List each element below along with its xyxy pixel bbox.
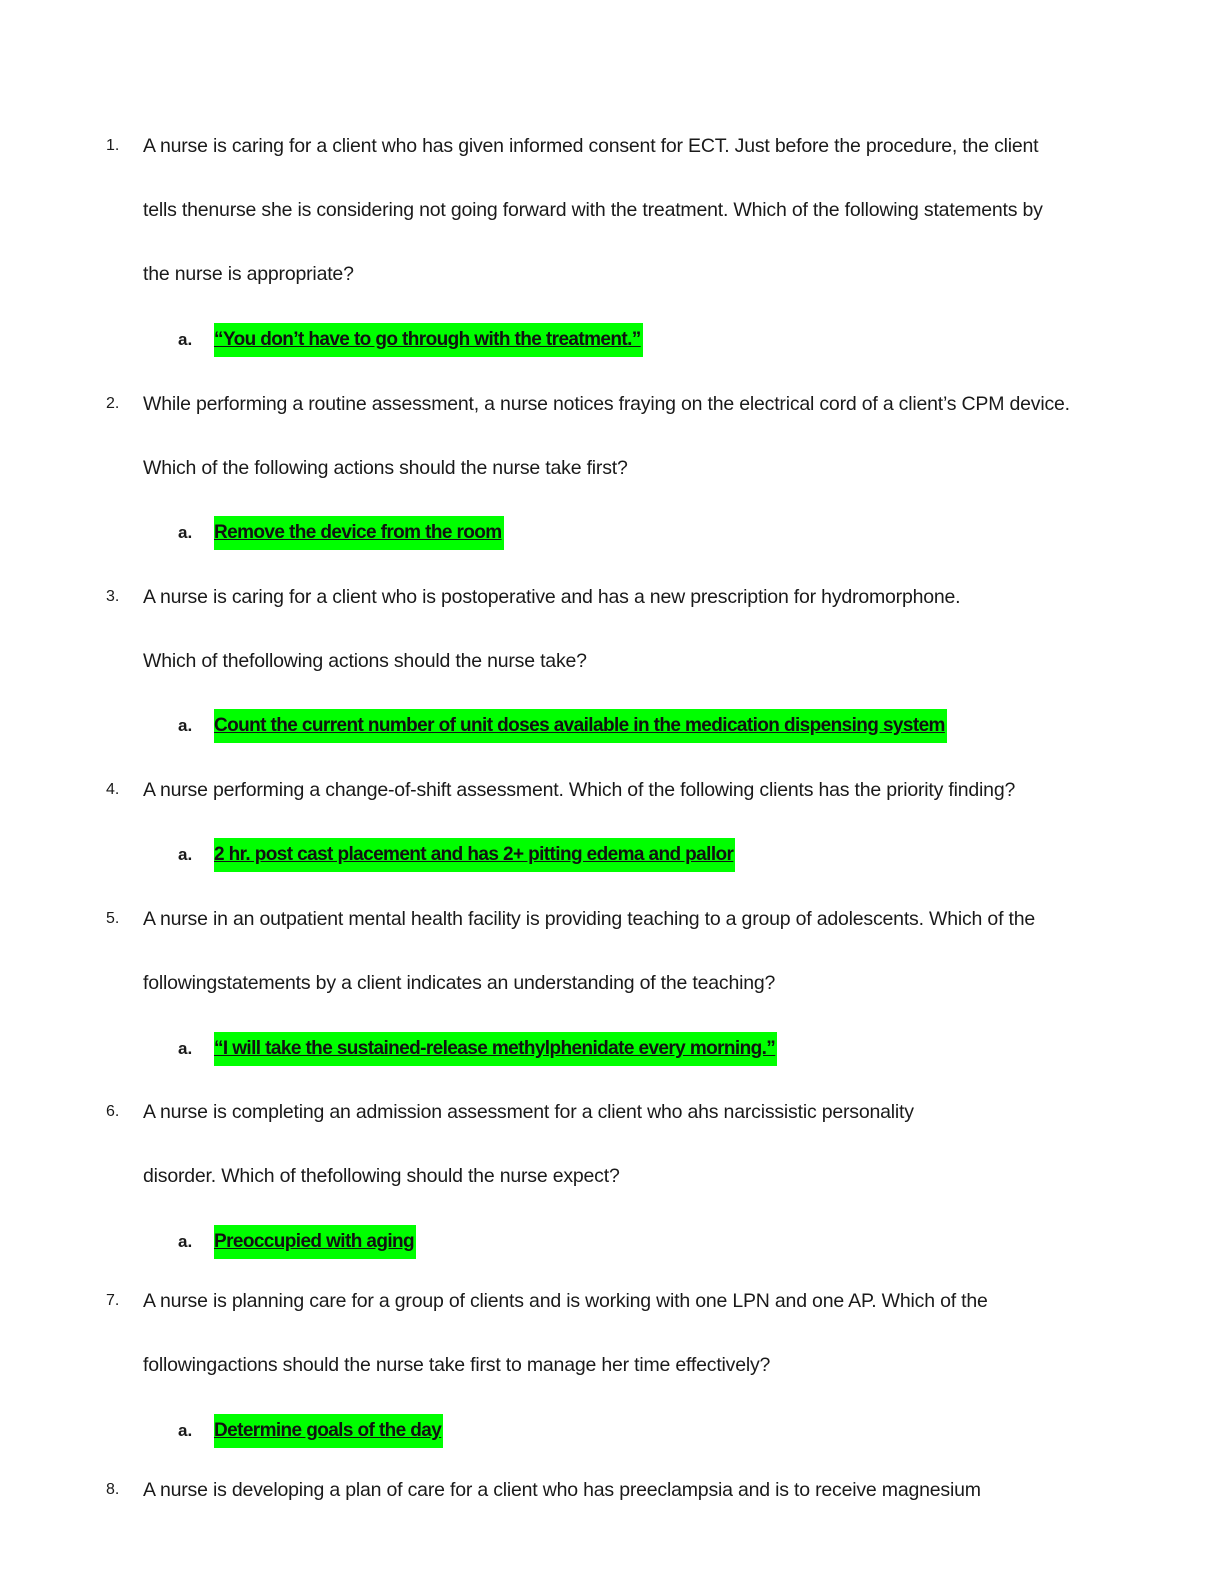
- answer-highlight: Count the current number of unit doses available in the medication dispensing system: [214, 709, 947, 743]
- question-number: 4.: [106, 781, 120, 798]
- answer-letter: a.: [178, 330, 193, 349]
- question-text-line: A nurse is planning care for a group of clients and is working with one LPN and one AP. Which of the: [143, 1290, 988, 1312]
- answer-highlight: “You don’t have to go through with the treatment.”: [214, 323, 643, 357]
- answer-highlight: Determine goals of the day: [214, 1414, 443, 1448]
- question-text-line: A nurse is caring for a client who is postoperative and has a new prescription for hydromorphone.: [143, 586, 961, 608]
- question-number: 2.: [106, 395, 120, 412]
- question-text-line: tells thenurse she is considering not going forward with the treatment. Which of the following statements by: [143, 199, 1043, 221]
- answer-letter: a.: [178, 1232, 193, 1251]
- question-text-line: A nurse is completing an admission assessment for a client who ahs narcissistic personality: [143, 1101, 914, 1123]
- answer-letter: a.: [178, 845, 193, 864]
- question-text-line: followingactions should the nurse take first to manage her time effectively?: [143, 1354, 771, 1376]
- question-number: 8.: [106, 1481, 120, 1498]
- question-number: 3.: [106, 588, 120, 605]
- question-text-line: the nurse is appropriate?: [143, 263, 354, 285]
- answer-highlight: “I will take the sustained-release methylphenidate every morning.”: [214, 1032, 777, 1066]
- question-text-line: followingstatements by a client indicates an understanding of the teaching?: [143, 972, 776, 994]
- answer-letter: a.: [178, 523, 193, 542]
- question-text-line: disorder. Which of thefollowing should the nurse expect?: [143, 1165, 620, 1187]
- question-text-line: A nurse performing a change-of-shift assessment. Which of the following clients has the priority finding?: [143, 779, 1016, 801]
- answer-letter: a.: [178, 1039, 193, 1058]
- question-number: 7.: [106, 1292, 120, 1309]
- question-text-line: While performing a routine assessment, a nurse notices fraying on the electrical cord of a client’s CPM device.: [143, 393, 1070, 415]
- question-text-line: Which of the following actions should the nurse take first?: [143, 457, 628, 479]
- answer-letter: a.: [178, 716, 193, 735]
- answer-highlight: Remove the device from the room: [214, 516, 504, 550]
- question-number: 6.: [106, 1103, 120, 1120]
- answer-highlight: Preoccupied with aging: [214, 1225, 416, 1259]
- question-text-line: Which of thefollowing actions should the nurse take?: [143, 650, 587, 672]
- question-text-line: A nurse is caring for a client who has given informed consent for ECT. Just before the procedure, the client: [143, 135, 1039, 157]
- question-number: 5.: [106, 910, 120, 927]
- question-number: 1.: [106, 137, 120, 154]
- answer-letter: a.: [178, 1421, 193, 1440]
- answer-highlight: 2 hr. post cast placement and has 2+ pitting edema and pallor: [214, 838, 735, 872]
- question-text-line: A nurse is developing a plan of care for a client who has preeclampsia and is to receive magnesium: [143, 1479, 981, 1501]
- question-text-line: A nurse in an outpatient mental health facility is providing teaching to a group of adolescents. Which of the: [143, 908, 1036, 930]
